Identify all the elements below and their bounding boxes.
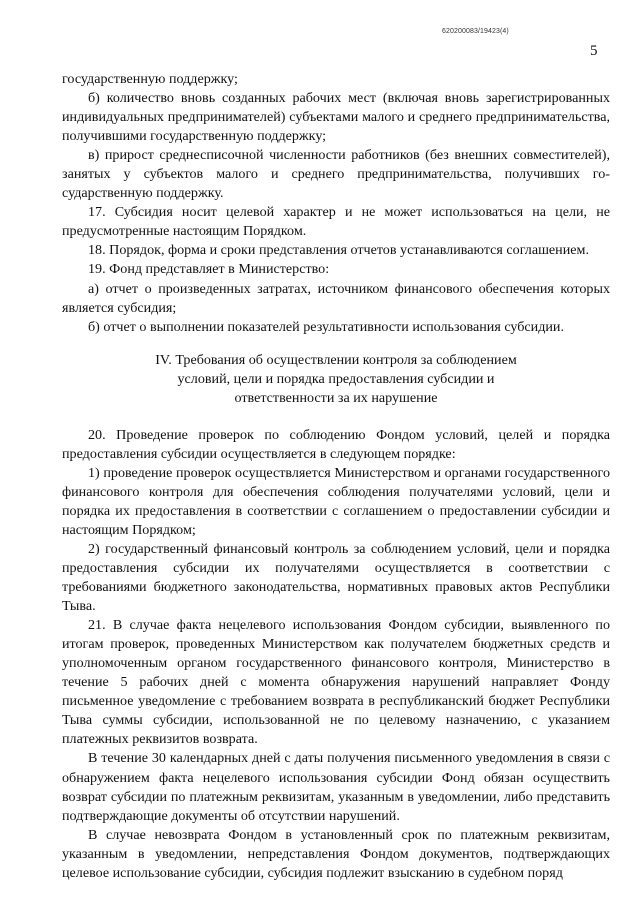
paragraph: государственную поддержку; — [62, 71, 238, 87]
paragraph: 21. В случае факта нецелевого использования Фондом субсидии, выявленного по итогам проверок, проведенных Министерством как получателем бюджетных средств и уполномоченным органом государственного финансового контроля, Министерство в течение 5 рабочих дней с момента обнаружения нарушений направляет Фонду письменное уведомление с требованием возврата в республиканский бюджет Республики Тыва суммы субсидии, использованной не по целевому назначению, с указанием платежных реквизитов возврата. — [62, 617, 610, 748]
paragraph: в) прирост среднесписочной численности работников (без внешних совместителей), занятых у субъектов малого и среднего предпринимательства, получивших государственную поддержку. — [62, 147, 610, 202]
paragraph: 20. Проведение проверок по соблюдению Фондом условий, целей и порядка предоставления субсидии осуществляется в следующем порядке: — [62, 426, 610, 462]
paragraph: 18. Порядок, форма и сроки представления отчетов устанавливаются соглашением. — [88, 242, 589, 259]
paragraph: 17. Субсидия носит целевой характер и не может использоваться на цели, не предусмотренные настоящим Порядком. — [62, 204, 610, 240]
paragraph: а) отчет о произведенных затратах, источником финансового обеспечения которых является субсидия; — [62, 280, 610, 316]
paragraph: б) количество вновь созданных рабочих мест (включая вновь зарегистрированных индивидуальных предпринимателей) субъектами малого и среднего предпринимательства, получившими государственную поддержку; — [62, 90, 610, 145]
section-heading-line: IV. Требования об осуществлении контроля за соблюдением — [155, 351, 517, 368]
paragraph: б) отчет о выполнении показателей результативности использования субсидии. — [88, 318, 564, 335]
paragraph: 2) государственный финансовый контроль за соблюдением условий, цели и порядка предоставления субсидии их получателями осуществляется в соответствии с требованиями бюджетного законодательства, нормативных правовых актов Республики Тыва. — [62, 540, 610, 615]
paragraph: В случае невозврата Фондом в установленный срок по платежным реквизитам, указанным в уведомлении, непредставления Фондом документов, подтверждающих целевое использование субсидии, субсидия подлежит взысканию в судебном поряд — [62, 826, 610, 881]
section-heading-line: ответственности за их нарушение — [234, 389, 438, 406]
section-heading — [62, 351, 610, 408]
page-number: 5 — [590, 43, 598, 59]
paragraph: 19. Фонд представляет в Министерство: — [88, 261, 330, 278]
paragraph: 1) проведение проверок осуществляется Министерством и органами государственного финансового контроля для обеспечения соблюдения получателями условий, цели и порядка их предоставления в соответствии с соглашением о предоставлении субсидии и настоящим Порядком; — [62, 464, 610, 538]
paragraph: В течение 30 календарных дней с даты получения письменного уведомления в связи с обнаружением факта нецелевого использования субсидии Фонд обязан осуществить возврат субсидии по платежным реквизитам, указанным в уведомлении, либо представить подтверждающие документы об отсутствии нарушений. — [62, 750, 610, 824]
section-heading-line: условий, цели и порядка предоставления субсидии и — [177, 370, 495, 387]
document-number: 620200083/19423(4) — [442, 28, 509, 35]
document-body — [62, 70, 610, 883]
